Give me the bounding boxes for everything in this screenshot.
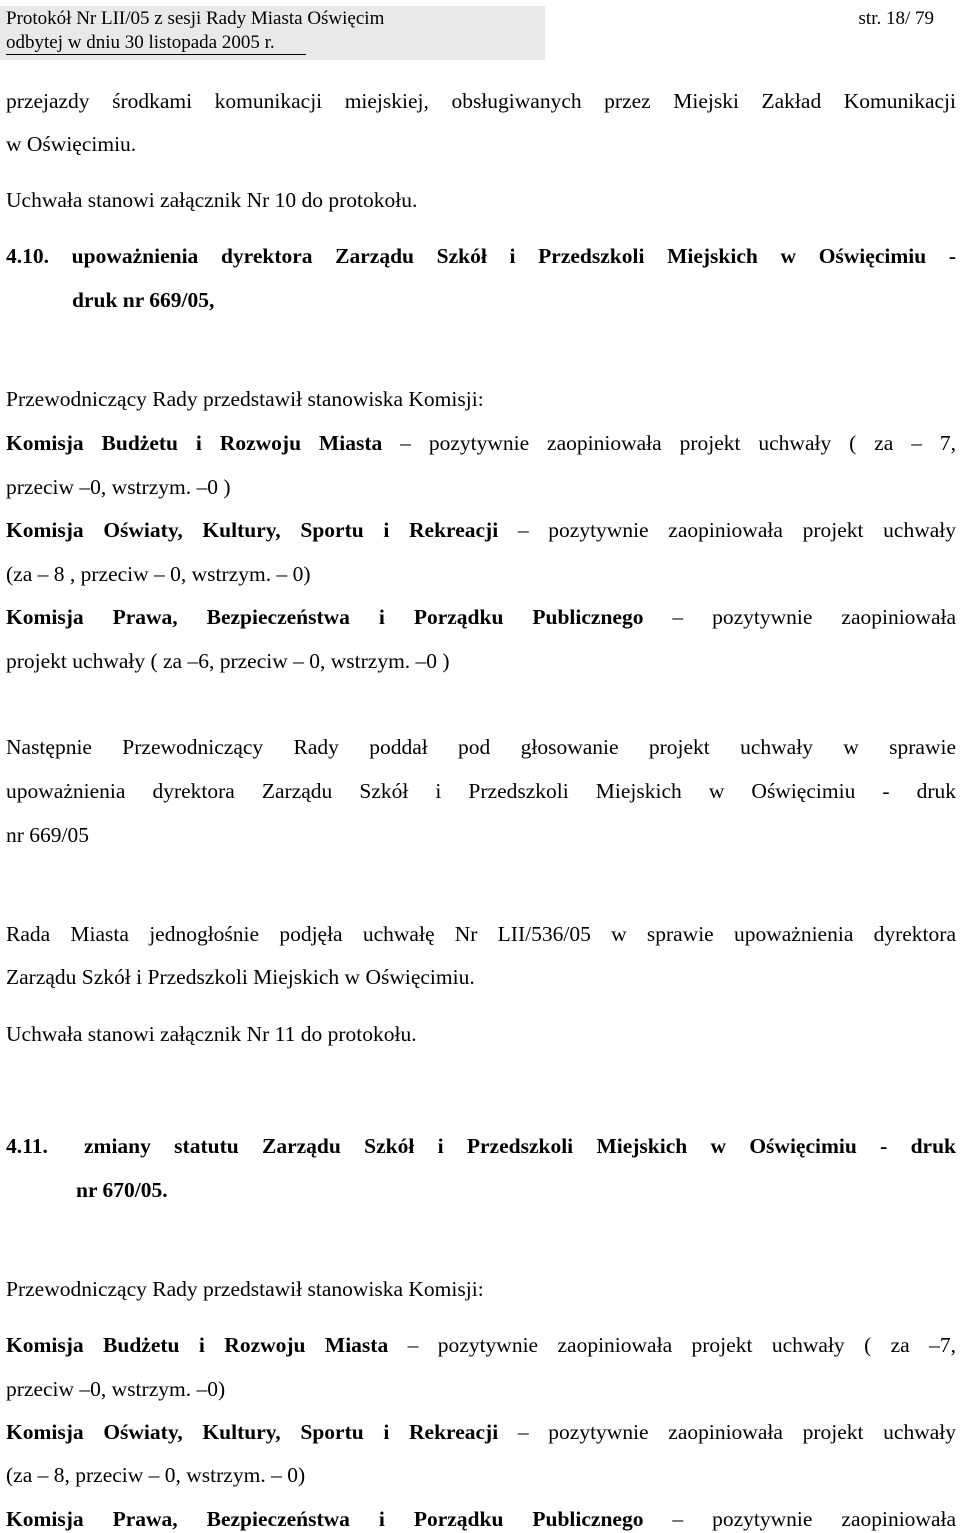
page-header bbox=[0, 6, 960, 58]
paragraph-line: przejazdy środkami komunikacji miejskiej, obsługiwanych przez Miejski Zakład Komunikacji bbox=[6, 89, 956, 113]
committee-opinion-line bbox=[6, 607, 956, 629]
committee-name-cont: i Porządku Publicznego bbox=[378, 605, 644, 629]
section-heading-4-11: zmiany statutu Zarządu Szkół i Przedszkoli Miejskich w Oświęcimiu - druk bbox=[84, 1134, 956, 1158]
committee-vote: przeciw –0, wstrzym. –0) bbox=[6, 1377, 226, 1401]
committee-opinion-line bbox=[6, 1335, 956, 1357]
paragraph-line: Następnie Przewodniczący Rady poddał pod głosowanie projekt uchwały w sprawie bbox=[6, 735, 956, 759]
committee-name: Komisja Prawa, Bezpieczeństwa bbox=[6, 605, 350, 629]
committee-vote: (za – 8, przeciw – 0, wstrzym. – 0) bbox=[6, 1463, 306, 1487]
section-heading-4-11-cont: nr 670/05. bbox=[76, 1178, 168, 1202]
committee-opinion: – pozytywnie zaopiniowała bbox=[672, 1507, 957, 1531]
section-heading-4-10: 4.10. upoważnienia dyrektora Zarządu Szkół i Przedszkoli Miejskich w Oświęcimiu - bbox=[6, 244, 956, 268]
committee-name-cont: i Porządku Publicznego bbox=[378, 1507, 644, 1531]
attachment-note: Uchwała stanowi załącznik Nr 11 do protokołu. bbox=[6, 1022, 417, 1046]
committee-name: Komisja Prawa, Bezpieczeństwa bbox=[6, 1507, 350, 1531]
committee-name: Komisja Oświaty, Kultury, Sportu i Rekreacji bbox=[6, 1420, 499, 1444]
committee-opinion-line bbox=[6, 1509, 956, 1531]
paragraph-line: w Oświęcimiu. bbox=[6, 132, 137, 156]
committee-opinion-line bbox=[6, 433, 956, 455]
section-number-4-11: 4.11. bbox=[6, 1134, 48, 1158]
header-line-1 bbox=[6, 8, 946, 30]
committee-name: Komisja Budżetu i Rozwoju Miasta bbox=[6, 431, 383, 455]
committee-opinion: – pozytywnie zaopiniowała bbox=[672, 605, 957, 629]
attachment-note: Uchwała stanowi załącznik Nr 10 do protokołu. bbox=[6, 188, 418, 212]
committee-opinion: – pozytywnie zaopiniowała projekt uchwały ( za – 7, bbox=[400, 431, 957, 455]
header-date: odbytej w dniu 30 listopada 2005 r. bbox=[6, 32, 275, 53]
section-heading-4-10-cont: druk nr 669/05, bbox=[72, 288, 215, 312]
committee-opinion: – pozytywnie zaopiniowała projekt uchwały bbox=[517, 518, 956, 542]
committee-name: Komisja Oświaty, Kultury, Sportu i Rekreacji bbox=[6, 518, 499, 542]
page-number: str. 18/ 79 bbox=[858, 8, 934, 29]
chairman-intro: Przewodniczący Rady przedstawił stanowiska Komisji: bbox=[6, 1277, 484, 1301]
chairman-intro: Przewodniczący Rady przedstawił stanowiska Komisji: bbox=[6, 387, 484, 411]
paragraph-line: upoważnienia dyrektora Zarządu Szkół i Przedszkoli Miejskich w Oświęcimiu - druk bbox=[6, 779, 956, 803]
committee-opinion: – pozytywnie zaopiniowała projekt uchwały bbox=[517, 1420, 956, 1444]
committee-vote: (za – 8 , przeciw – 0, wstrzym. – 0) bbox=[6, 562, 311, 586]
committee-opinion-line bbox=[6, 1422, 956, 1444]
committee-opinion-line bbox=[6, 520, 956, 542]
committee-vote: projekt uchwały ( za –6, przeciw – 0, wstrzym. –0 ) bbox=[6, 649, 450, 673]
paragraph-line: Zarządu Szkół i Przedszkoli Miejskich w Oświęcimiu. bbox=[6, 965, 475, 989]
header-title: Protokół Nr LII/05 z sesji Rady Miasta Oświęcim bbox=[6, 8, 385, 29]
paragraph-line: Rada Miasta jednogłośnie podjęła uchwałę Nr LII/536/05 w sprawie upoważnienia dyrektora bbox=[6, 922, 956, 946]
committee-opinion: – pozytywnie zaopiniowała projekt uchwały ( za –7, bbox=[407, 1333, 957, 1357]
committee-name: Komisja Budżetu i Rozwoju Miasta bbox=[6, 1333, 389, 1357]
committee-vote: przeciw –0, wstrzym. –0 ) bbox=[6, 475, 231, 499]
paragraph-line: nr 669/05 bbox=[6, 823, 90, 847]
header-underline bbox=[6, 54, 306, 55]
